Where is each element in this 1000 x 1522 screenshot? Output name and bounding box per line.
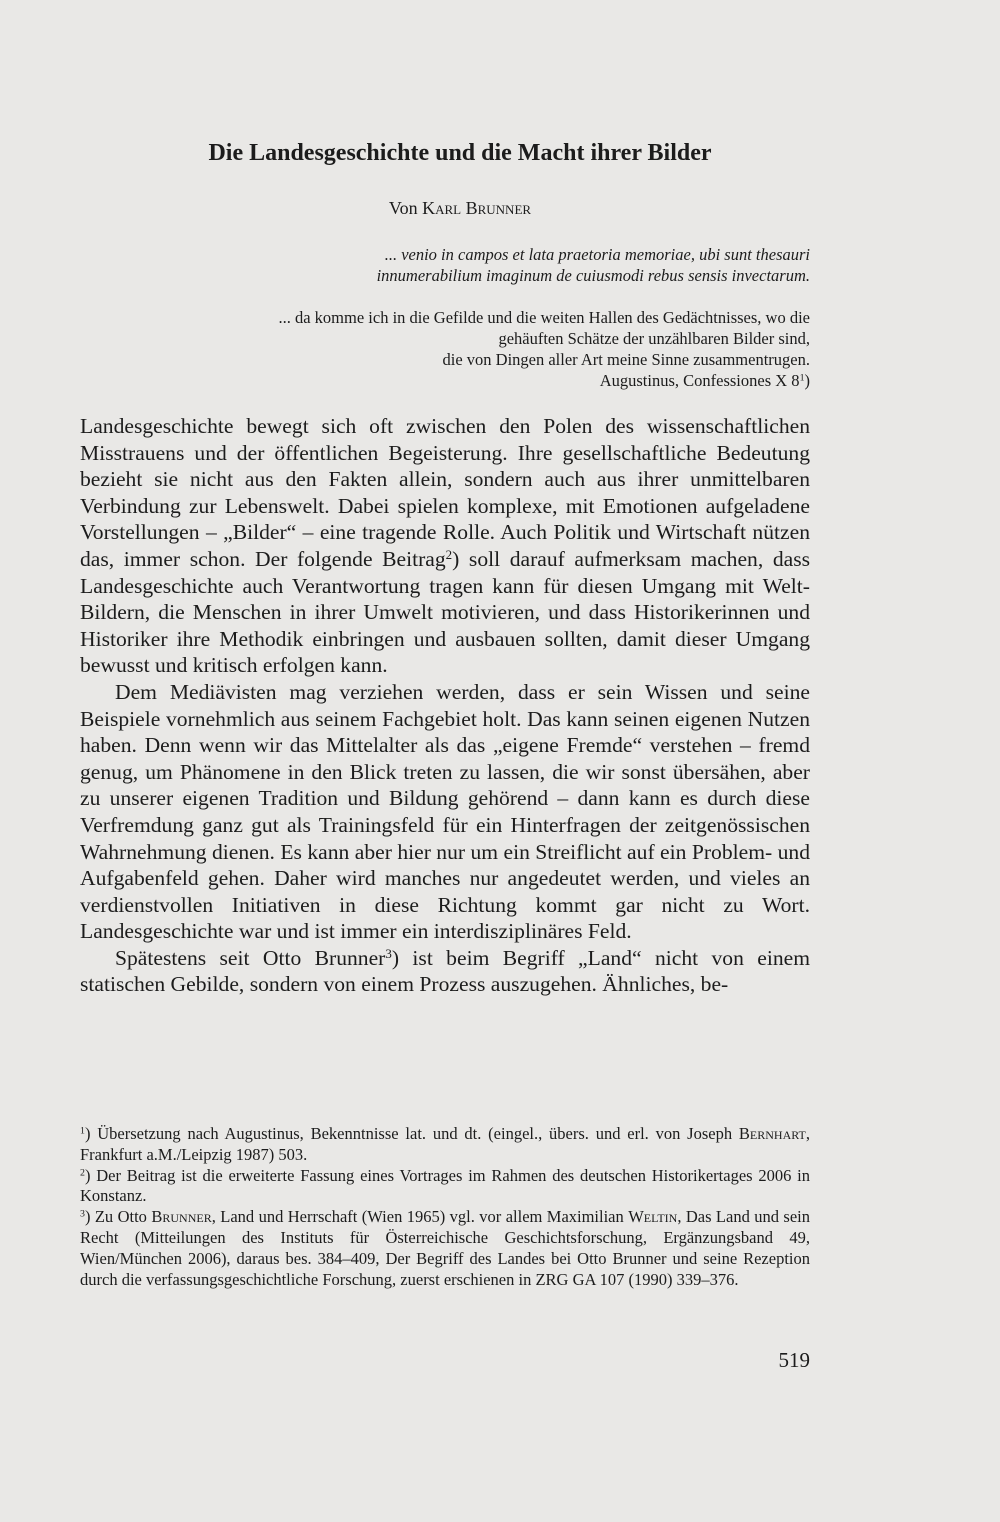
- epigraph-german-line: ... da komme ich in die Gefilde und die weiten Hallen des Gedächtnisses, wo die: [278, 308, 810, 327]
- epigraph-german-line: die von Dingen aller Art meine Sinne zusammentrugen.: [442, 350, 810, 369]
- footnote: $^3$) Zu Otto Brunner, Land und Herrschaft (Wien 1965) vgl. vor allem Maximilian Weltin, Das Land und sein Recht (Mitteilungen des Instituts für Österreichische Geschichtsforschung, Ergänzungsband 49, Wien/München 2006), daraus bes. 384–409, Der Begriff des Landes bei Otto Brunner und seine Rezeption durch die verfassungsgeschichtliche Forschung, zuerst erschienen in ZRG GA 107 (1990) 339–376.: [80, 1207, 810, 1289]
- epigraph-latin: [377, 244, 810, 286]
- footnote-ref: 2: [445, 546, 453, 562]
- author-name: Karl Brunner: [422, 198, 532, 218]
- epigraph-latin-line: ... venio in campos et lata praetoria memoriae, ubi sunt thesauri: [384, 245, 810, 264]
- article-body: [80, 413, 810, 998]
- footnotes: [80, 1124, 810, 1290]
- paragraph: Dem Mediävisten mag verziehen werden, dass er sein Wissen und seine Beispiele vornehmlich aus seinem Fachgebiet holt. Das kann seinen eigenen Nutzen haben. Denn wenn wir das Mittelalter als das „eigene Fremde“ verstehen – fremd genug, um Phänomene in den Blick treten zu lassen, die wir sonst übersähen, aber zu unserer eigenen Tradition und Bildung gehörend – dann kann es durch diese Verfremdung ganz gut als Trainingsfeld für ein Hinterfragen der zeitgenössischen Wahrnehmung dienen. Es kann aber hier nur um ein Streiflicht auf ein Problem- und Aufgabenfeld gehen. Daher wird manches nur angedeutet werden, und vieles an verdienstvollen Initiativen in diese Richtung kommt gar nicht zu Wort. Landesgeschichte war und ist immer ein interdisziplinäres Feld.: [80, 679, 810, 944]
- epigraph-german-line: gehäuften Schätze der unzählbaren Bilder sind,: [498, 329, 810, 348]
- footnote: $^1$) Übersetzung nach Augustinus, Bekenntnisse lat. und dt. (eingel., übers. und erl. von Joseph Bernhart, Frankfurt a.M./Leipzig 1987) 503.: [80, 1124, 810, 1164]
- footnote: $^2$) Der Beitrag ist die erweiterte Fassung eines Vortrages im Rahmen des deutschen Historikertages 2006 in Konstanz.: [80, 1165, 810, 1206]
- byline: [0, 198, 920, 219]
- epigraph-source: Augustinus, Confessiones X $8^1$): [599, 371, 810, 390]
- footnote-ref: 3: [385, 945, 392, 961]
- article-title: Die Landesgeschichte und die Macht ihrer Bilder: [208, 140, 712, 166]
- paragraph: Landesgeschichte bewegt sich oft zwischen den Polen des wissenschaftlichen Misstrauens und der öffentlichen Begeisterung. Ihre gesellschaftliche Bedeutung bezieht sie nicht aus den Fakten allein, sondern auch aus ihrer unmittelbaren Verbindung zur Lebenswelt. Dabei spielen komplexe, mit Emotionen aufgeladene Vorstellungen – „Bilder“ – eine tragende Rolle. Auch Politik und Wirtschaft nützen das, immer schon. Der folgende Beitrag$^2$) soll darauf aufmerksam machen, dass Landesgeschichte auch Verantwortung tragen kann für diesen Umgang mit Welt-Bildern, die Menschen in ihrer Umwelt motivieren, und dass Historikerinnen und Historiker ihre Methodik einbringen und ausbauen sollten, damit dieser Umgang bewusst und kritisch erfolgen kann.: [80, 414, 811, 678]
- footnote-ref: 1: [799, 372, 805, 384]
- epigraph-latin-line: innumerabilium imaginum de cuiusmodi rebus sensis invectarum.: [376, 266, 810, 285]
- byline-prefix: Von: [388, 198, 418, 218]
- epigraph-german: [278, 307, 810, 391]
- paragraph: Spätestens seit Otto Brunner$^3$) ist beim Begriff „Land“ nicht von einem statischen Gebilde, sondern von einem Prozess auszugehen. Ähnliches, be-: [80, 945, 810, 997]
- page-number: 519: [778, 1348, 810, 1372]
